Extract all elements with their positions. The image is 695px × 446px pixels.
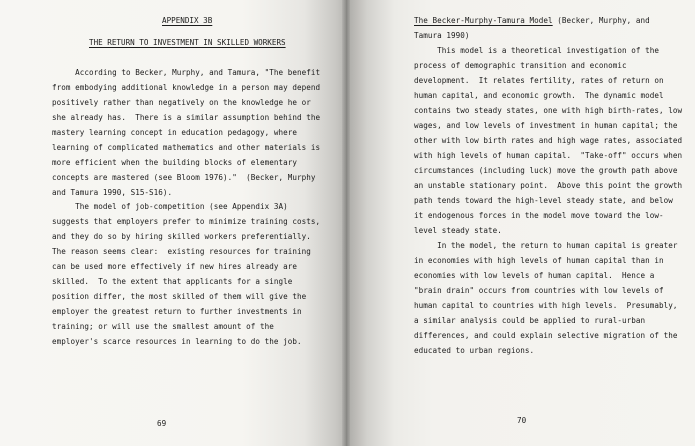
text-line: learning of complicated mathematics and other materials is — [52, 143, 321, 152]
text-line: training; or will use the smallest amount of the — [52, 322, 274, 331]
text-line: "brain drain" occurs from countries with low levels of — [414, 286, 664, 295]
text-line: level steady state. — [414, 226, 502, 235]
text-line: skilled. To the extent that applicants for a single — [52, 277, 293, 286]
text-line: positively rather than negatively on the knowledge he or — [52, 98, 311, 107]
text-line: wages, and low levels of investment in human capital; the — [414, 121, 678, 130]
page-number: 70 — [517, 416, 527, 425]
text-line: educated to urban regions. — [414, 346, 535, 355]
text-line: differences, and could explain selective migration of the — [414, 331, 678, 340]
text-line: human capital, and economic growth. The dynamic model — [414, 91, 664, 100]
book-gutter — [342, 0, 350, 446]
section-title: THE RETURN TO INVESTMENT IN SKILLED WORKERS — [89, 38, 286, 47]
text-line: Tamura 1990) — [414, 31, 470, 40]
text-line: suggests that employers prefer to minimize training costs, — [52, 217, 321, 226]
text-line: The model of job-competition (see Appendix 3A) — [52, 202, 288, 211]
text-line: contains two steady states, one with high birth-rates, low — [414, 106, 683, 115]
text-line: a similar analysis could be applied to rural-urban — [414, 316, 646, 325]
model-heading — [414, 15, 650, 27]
text-line: with high levels of human capital. "Take-off" occurs when — [414, 151, 683, 160]
text-line: can be used more effectively if new hires already are — [52, 262, 297, 271]
text-line: it endogenous forces in the model move toward the low- — [414, 211, 664, 220]
model-cite: (Becker, Murphy, and — [552, 16, 650, 25]
text-line: an unstable stationary point. Above this point the growth — [414, 181, 683, 190]
appendix-label: APPENDIX 3B — [162, 16, 213, 25]
text-line: from embodying additional knowledge in a person may depend — [52, 83, 321, 92]
model-name: The Becker-Murphy-Tamura Model — [414, 16, 553, 25]
text-line: she already has. There is a similar assumption behind the — [52, 113, 321, 122]
text-line: in economies with high levels of human capital than in — [414, 256, 664, 265]
text-line: This model is a theoretical investigation of the — [414, 46, 659, 55]
text-line: other with low birth rates and high wage rates, associated — [414, 136, 683, 145]
text-line: mastery learning concept in education pedagogy, where — [52, 128, 297, 137]
text-line: human capital to countries with high levels. Presumably, — [414, 301, 678, 310]
text-line: more efficient when the building blocks of elementary — [52, 158, 297, 167]
text-line: and they do so by hiring skilled workers preferentially. — [52, 232, 311, 241]
text-line: In the model, the return to human capital is greater — [414, 241, 678, 250]
text-line: economies with low levels of human capital. Hence a — [414, 271, 655, 280]
text-line: process of demographic transition and economic — [414, 61, 627, 70]
text-line: position differ, the most skilled of them will give the — [52, 292, 307, 301]
right-page — [346, 0, 695, 446]
text-line: The reason seems clear: existing resources for training — [52, 247, 311, 256]
text-line: circumstances (including luck) move the growth path above — [414, 166, 678, 175]
text-line: employer's scarce resources in learning to do the job. — [52, 337, 302, 346]
text-line: path tends toward the high-level steady state, and below — [414, 196, 673, 205]
text-line: development. It relates fertility, rates of return on — [414, 76, 664, 85]
text-line: concepts are mastered (see Bloom 1976)." (Becker, Murphy — [52, 173, 316, 182]
page-number: 69 — [157, 419, 167, 428]
text-line: According to Becker, Murphy, and Tamura, "The benefit — [52, 68, 321, 77]
text-line: employer the greatest return to further investments in — [52, 307, 302, 316]
left-page — [0, 0, 346, 446]
text-line: and Tamura 1990, S15-S16). — [52, 188, 173, 197]
